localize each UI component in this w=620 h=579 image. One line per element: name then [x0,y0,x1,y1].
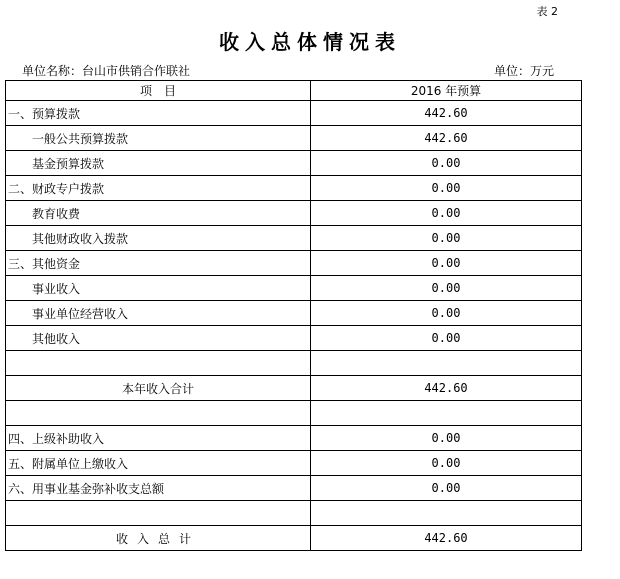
row-value: 442.60 [311,526,582,551]
table-row [6,276,582,301]
row-value: 442.60 [311,376,582,401]
row-label: 基金预算拨款 [6,151,311,176]
row-value: 0.00 [311,451,582,476]
row-value: 442.60 [311,126,582,151]
table-row [6,126,582,151]
unit-name-label: 单位名称：台山市供销合作联社 [22,64,191,78]
row-label: 四、上级补助收入 [6,426,311,451]
row-value: 0.00 [311,426,582,451]
row-label: 其他财政收入拨款 [6,226,311,251]
table-row [6,251,582,276]
row-value: 0.00 [311,176,582,201]
row-value: 0.00 [311,226,582,251]
row-value: 0.00 [311,251,582,276]
table-row [6,426,582,451]
table-row [6,351,582,376]
row-label: 其他收入 [6,326,311,351]
table-body [6,81,582,551]
table-header-row [6,81,582,101]
row-label [6,351,311,376]
row-value [311,351,582,376]
row-label: 事业单位经营收入 [6,301,311,326]
row-label: 收入总计 [6,526,311,551]
row-value: 442.60 [311,101,582,126]
table-row [6,376,582,401]
header-budget-2016: 2016 年预算 [311,81,582,101]
row-label: 二、财政专户拨款 [6,176,311,201]
row-label: 事业收入 [6,276,311,301]
row-value: 0.00 [311,301,582,326]
page-title: 收入总体情况表 [219,30,401,54]
table-row [6,151,582,176]
currency-unit-label: 单位：万元 [493,64,554,78]
table-row [6,526,582,551]
header-item: 项 目 [6,81,311,101]
row-value: 0.00 [311,151,582,176]
income-summary-table [5,80,582,551]
row-value: 0.00 [311,476,582,501]
row-label: 一、预算拨款 [6,101,311,126]
table-row [6,401,582,426]
row-label: 一般公共预算拨款 [6,126,311,151]
table-row [6,326,582,351]
row-value: 0.00 [311,276,582,301]
table-row [6,476,582,501]
row-value: 0.00 [311,326,582,351]
table-row [6,451,582,476]
table-row [6,226,582,251]
row-label: 三、其他资金 [6,251,311,276]
table-row [6,176,582,201]
row-label: 教育收费 [6,201,311,226]
table-row [6,101,582,126]
table-number-tag: 表 2 [536,5,558,18]
row-value: 0.00 [311,201,582,226]
row-value [311,401,582,426]
row-label: 本年收入合计 [6,376,311,401]
row-label: 五、附属单位上缴收入 [6,451,311,476]
row-label [6,501,311,526]
row-value [311,501,582,526]
table-row [6,201,582,226]
row-label [6,401,311,426]
table-row [6,301,582,326]
table-row [6,501,582,526]
row-label: 六、用事业基金弥补收支总额 [6,476,311,501]
